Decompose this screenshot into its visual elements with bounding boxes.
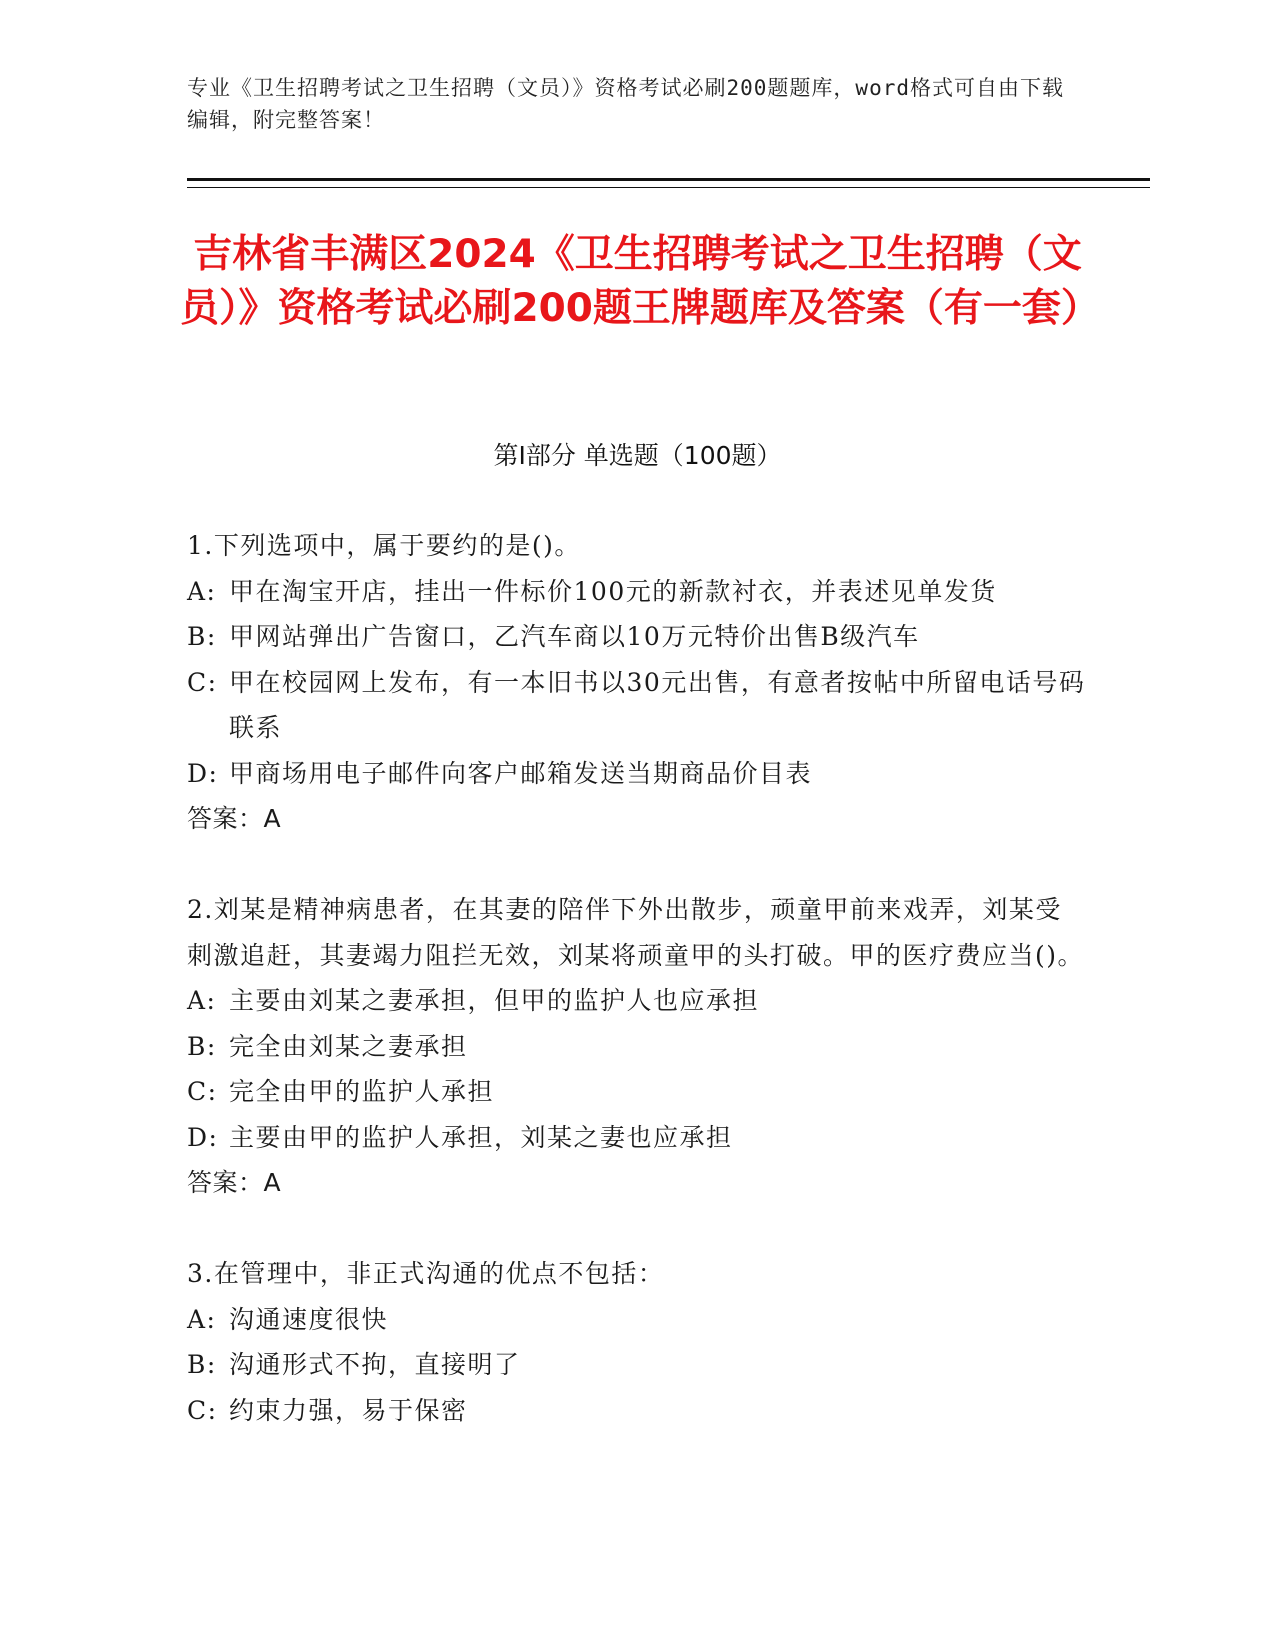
option-letter: A: xyxy=(187,576,217,606)
header-divider-thick xyxy=(187,178,1150,181)
option-letter: B: xyxy=(187,622,217,651)
option-a xyxy=(187,978,1087,1024)
option-a xyxy=(187,1297,1087,1343)
question-stem: 2.刘某是精神病患者，在其妻的陪伴下外出散步，顽童甲前来戏弄，刘某受刺激追赶，其妻竭力阻拦无效，刘某将顽童甲的头打破。甲的医疗费应当()。 xyxy=(187,895,1085,970)
option-letter: D: xyxy=(187,758,219,788)
option-text: 甲在淘宝开店，挂出一件标价100元的新款衬衣，并表述见单发货 xyxy=(229,576,997,606)
section-title: 第Ⅰ部分 单选题（100题） xyxy=(493,441,782,470)
option-letter: B: xyxy=(187,1031,217,1061)
option-text: 甲在校园网上发布，有一本旧书以30元出售，有意者按帖中所留电话号码联系 xyxy=(229,667,1086,742)
option-d xyxy=(187,751,1087,797)
option-b xyxy=(187,1024,1087,1070)
option-text: 完全由甲的监护人承担 xyxy=(229,1077,495,1106)
question-list xyxy=(187,523,1087,1433)
document-title: 吉林省丰满区2024《卫生招聘考试之卫生招聘（文员）》资格考试必刷200题王牌题库及答案（有一套） xyxy=(180,232,1100,331)
option-letter: C: xyxy=(187,667,218,697)
option-letter: A: xyxy=(187,986,217,1015)
question-1 xyxy=(187,523,1087,842)
option-c xyxy=(187,1388,1087,1434)
option-letter: C: xyxy=(187,1395,218,1425)
question-3 xyxy=(187,1251,1087,1433)
option-d xyxy=(187,1115,1087,1161)
option-text: 甲商场用电子邮件向客户邮箱发送当期商品价目表 xyxy=(229,758,813,788)
option-letter: B: xyxy=(187,1350,217,1379)
option-text: 沟通速度很快 xyxy=(229,1304,389,1334)
answer-line: 答案：A xyxy=(187,1168,282,1197)
option-letter: A: xyxy=(187,1304,217,1334)
option-text: 甲网站弹出广告窗口，乙汽车商以10万元特价出售B级汽车 xyxy=(229,622,920,651)
option-b xyxy=(187,614,1087,660)
option-text: 主要由甲的监护人承担，刘某之妻也应承担 xyxy=(229,1122,733,1152)
option-text: 主要由刘某之妻承担，但甲的监护人也应承担 xyxy=(229,986,760,1015)
option-a xyxy=(187,569,1087,615)
header-note: 专业《卫生招聘考试之卫生招聘（文员）》资格考试必刷200题题库，word格式可自由下载编辑，附完整答案！ xyxy=(187,76,1064,132)
option-letter: D: xyxy=(187,1122,219,1152)
option-letter: C: xyxy=(187,1077,218,1106)
question-2 xyxy=(187,887,1087,1206)
option-text: 完全由刘某之妻承担 xyxy=(229,1031,468,1061)
header-divider-thin xyxy=(187,187,1150,188)
option-c xyxy=(187,1069,1087,1115)
option-b xyxy=(187,1342,1087,1388)
answer-line: 答案：A xyxy=(187,804,282,833)
question-stem: 3.在管理中，非正式沟通的优点不包括： xyxy=(187,1259,665,1288)
option-text: 约束力强，易于保密 xyxy=(229,1395,468,1425)
option-text: 沟通形式不拘，直接明了 xyxy=(229,1350,521,1379)
question-stem: 1.下列选项中，属于要约的是()。 xyxy=(187,531,581,560)
option-c xyxy=(187,660,1087,751)
